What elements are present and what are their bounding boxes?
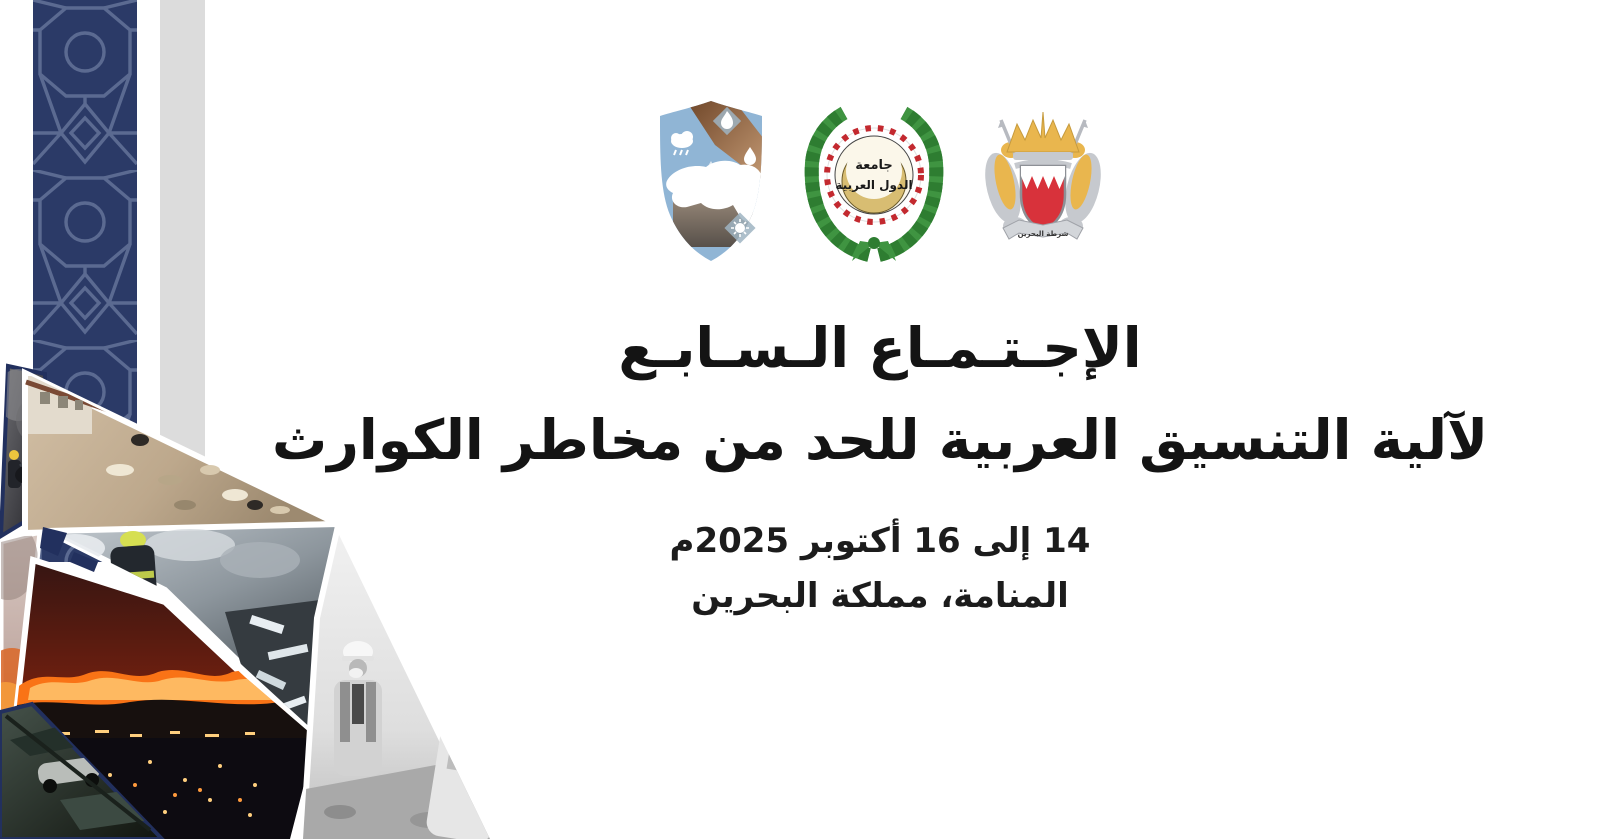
bahrain-shield xyxy=(1021,166,1065,231)
crown-base xyxy=(1013,152,1073,160)
title-line-1: الإجـتـمـاع الـسـابـع xyxy=(618,316,1142,380)
league-calligraphy-top: جامعة xyxy=(855,158,893,173)
arab-league-logo xyxy=(799,97,949,265)
league-calligraphy-bottom: الدول العربية xyxy=(835,178,913,192)
logo-row xyxy=(160,94,1600,268)
event-location: المنامة، مملكة البحرين xyxy=(691,576,1069,617)
gold-crown xyxy=(1007,112,1079,152)
event-date: 14 إلى 16 أكتوبر 2025م xyxy=(669,521,1091,561)
banner-text: شرطة البحرين xyxy=(1017,230,1069,238)
arab-drr-mechanism-logo xyxy=(655,99,767,263)
title-line-2: لآلية التنسيق العربية للحد من مخاطر الكوارث xyxy=(271,408,1489,473)
bahrain-police-emblem xyxy=(981,110,1105,252)
event-title xyxy=(170,302,1590,487)
event-details xyxy=(170,514,1590,624)
